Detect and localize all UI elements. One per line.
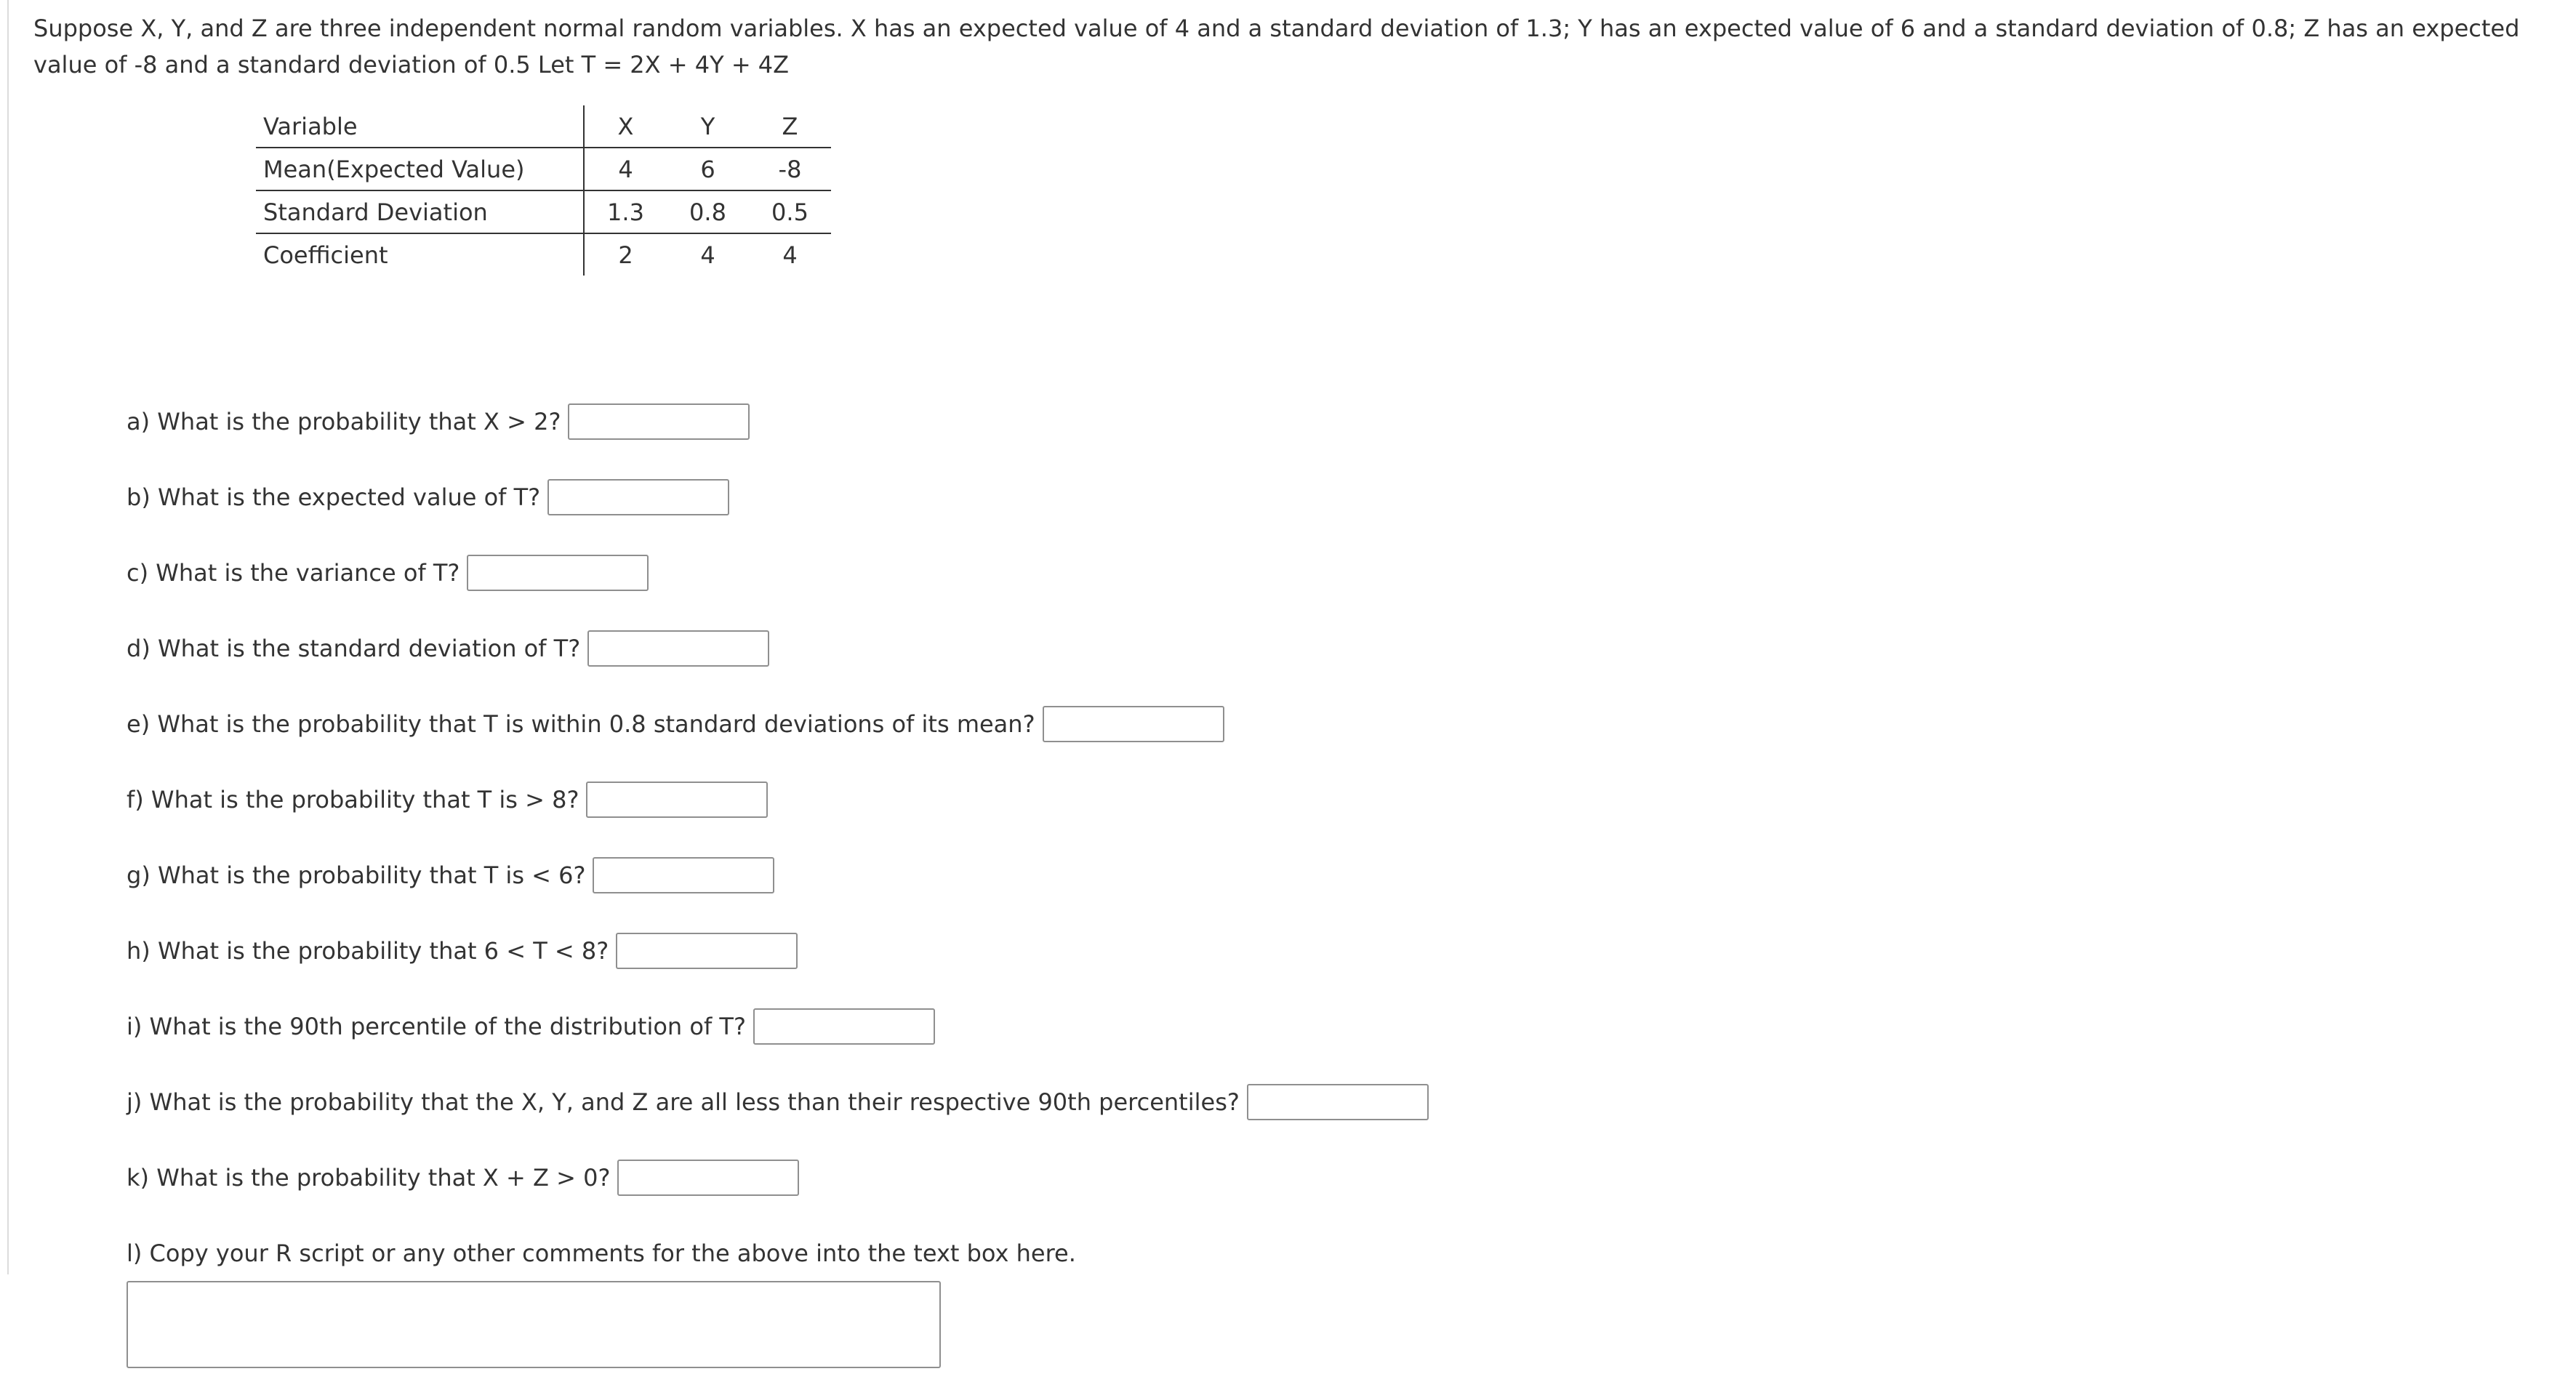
parameters-table <box>256 105 831 276</box>
question-k-text: k) What is the probability that X + Z > 0? <box>127 1164 611 1192</box>
row-label-sd: Standard Deviation <box>256 190 584 233</box>
cell-sd-x: 1.3 <box>584 190 667 233</box>
cell-sd-z: 0.5 <box>749 190 831 233</box>
question-h-text: h) What is the probability that 6 < T < 8? <box>127 937 609 965</box>
cell-mean-x: 4 <box>584 148 667 190</box>
table-header-row <box>256 105 831 148</box>
answer-f-input[interactable] <box>586 782 768 818</box>
cell-coef-x: 2 <box>584 233 667 276</box>
cell-mean-y: 6 <box>667 148 749 190</box>
answer-h-input[interactable] <box>616 933 798 969</box>
answer-a-input[interactable] <box>568 403 750 440</box>
question-c-text: c) What is the variance of T? <box>127 559 460 587</box>
answer-d-input[interactable] <box>587 630 769 667</box>
row-label-mean: Mean(Expected Value) <box>256 148 584 190</box>
question-b-text: b) What is the expected value of T? <box>127 483 541 511</box>
answer-i-input[interactable] <box>753 1008 935 1045</box>
question-j-text: j) What is the probability that the X, Y, and Z are all less than their respective 90th percentiles? <box>127 1088 1240 1116</box>
answer-g-input[interactable] <box>593 857 774 893</box>
answer-e-input[interactable] <box>1043 706 1224 742</box>
question-b <box>127 477 1429 518</box>
question-a-text: a) What is the probability that X > 2? <box>127 408 561 435</box>
question-d-text: d) What is the standard deviation of T? <box>127 635 581 662</box>
table-header-y: Y <box>667 105 749 148</box>
table-header-x: X <box>584 105 667 148</box>
cell-sd-y: 0.8 <box>667 190 749 233</box>
answer-b-input[interactable] <box>547 479 729 515</box>
answer-c-input[interactable] <box>467 555 649 591</box>
question-f-text: f) What is the probability that T is > 8? <box>127 786 579 813</box>
table-header-label: Variable <box>256 105 584 148</box>
table-row-coefficient <box>256 233 831 276</box>
question-l-text: l) Copy your R script or any other comments for the above into the text box here. <box>127 1240 1076 1267</box>
table-header-z: Z <box>749 105 831 148</box>
row-label-coefficient: Coefficient <box>263 241 388 269</box>
question-i-text: i) What is the 90th percentile of the distribution of T? <box>127 1013 746 1040</box>
cell-coef-y: 4 <box>700 241 715 269</box>
question-h <box>127 931 1429 971</box>
content-left-border <box>7 0 9 1274</box>
question-f <box>127 779 1429 820</box>
answer-j-input[interactable] <box>1247 1084 1429 1120</box>
question-e-text: e) What is the probability that T is within 0.8 standard deviations of its mean? <box>127 710 1035 738</box>
comment-textarea[interactable] <box>127 1281 941 1368</box>
question-l <box>127 1233 1429 1274</box>
question-a <box>127 401 1429 442</box>
answer-k-input[interactable] <box>617 1160 799 1196</box>
question-d <box>127 628 1429 669</box>
question-c <box>127 553 1429 593</box>
question-g <box>127 855 1429 896</box>
question-i <box>127 1006 1429 1047</box>
question-g-text: g) What is the probability that T is < 6? <box>127 861 586 889</box>
problem-statement: Suppose X, Y, and Z are three independent normal random variables. X has an expected value of 4 and a standard deviation of 1.3; Y has an expected value of 6 and a standard deviation of 0.8; Z has an expected value of -8 and a standard deviation of 0.5 Let T = 2X + 4Y + 4Z <box>33 15 2520 79</box>
table-row-mean <box>256 148 831 190</box>
question-e <box>127 704 1429 744</box>
table-row-sd <box>256 190 831 233</box>
question-j <box>127 1082 1429 1122</box>
cell-coef-z: 4 <box>782 241 798 269</box>
cell-mean-z: -8 <box>749 148 831 190</box>
questions-list <box>127 401 1429 1374</box>
question-k <box>127 1157 1429 1198</box>
